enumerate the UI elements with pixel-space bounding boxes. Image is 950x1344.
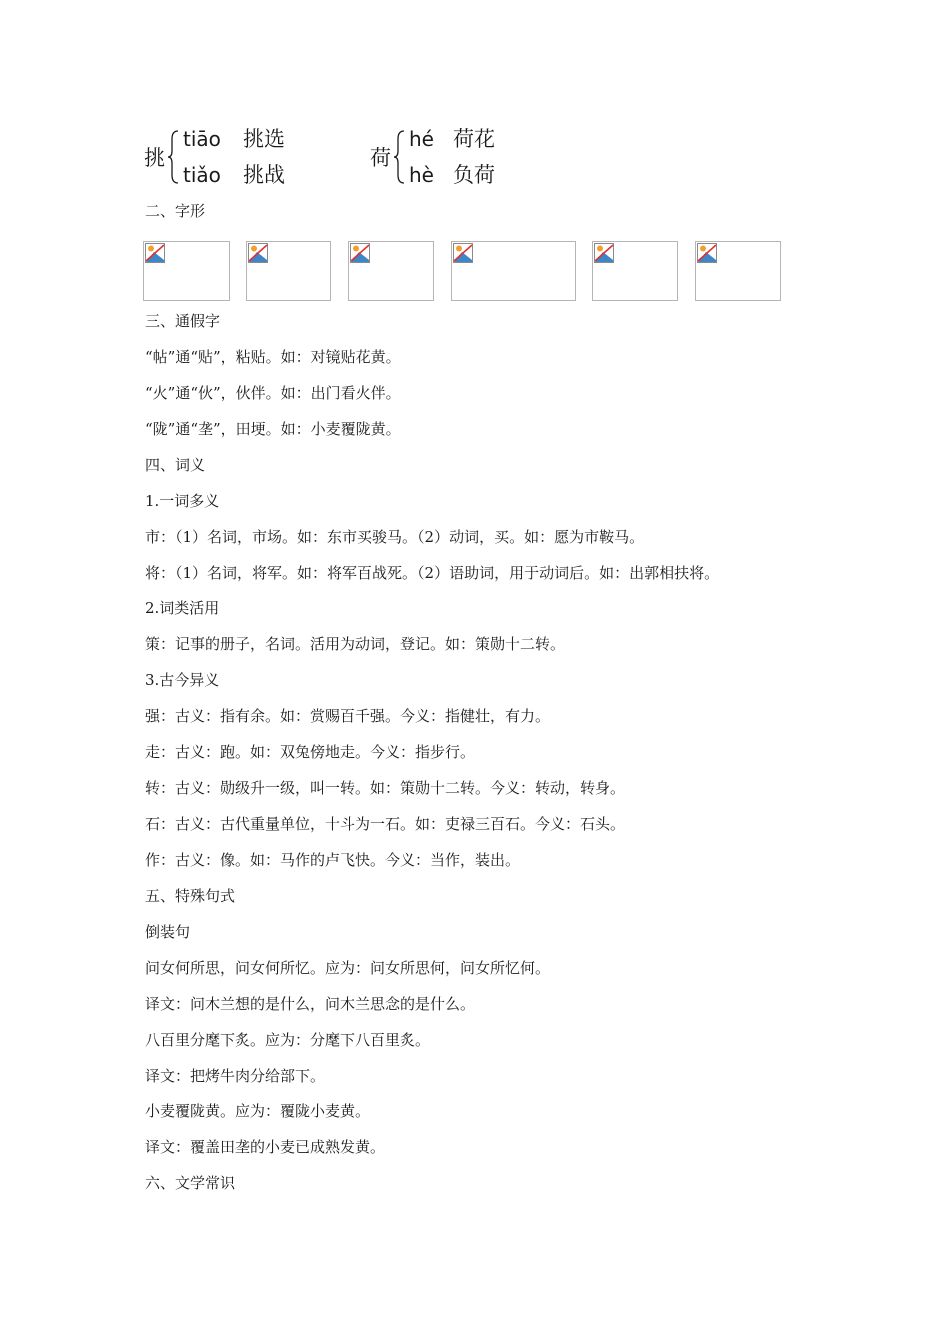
polyphonic-group xyxy=(144,122,285,192)
text-line: 问女何所思，问女何所忆。应为：问女所思何，问女所忆何。 xyxy=(145,959,551,977)
pinyin: hé xyxy=(409,127,434,151)
polyphonic-group xyxy=(370,122,495,192)
broken-image-icon xyxy=(350,243,370,263)
subsection-heading: 3.古今异义 xyxy=(145,671,220,689)
reading-row xyxy=(183,160,285,190)
glyph-image xyxy=(592,241,678,301)
brace-icon xyxy=(393,129,405,185)
reading-row xyxy=(409,160,495,190)
example-word: 挑选 xyxy=(243,127,285,151)
subsection-heading: 2.词类活用 xyxy=(145,599,220,617)
text-line: “火”通“伙”，伙伴。如：出门看火伴。 xyxy=(145,384,401,402)
glyph-image xyxy=(695,241,781,301)
broken-image-icon xyxy=(697,243,717,263)
text-line: 译文：把烤牛肉分给部下。 xyxy=(145,1067,326,1085)
polyphonic-char: 荷 xyxy=(370,146,391,170)
subsection-heading: 1.一词多义 xyxy=(145,492,220,510)
text-line: “陇”通“垄”，田埂。如：小麦覆陇黄。 xyxy=(145,420,401,438)
section-heading: 六、文学常识 xyxy=(145,1174,236,1192)
example-word: 挑战 xyxy=(243,163,285,187)
pinyin: hè xyxy=(409,163,434,187)
text-line: “帖”通“贴”，粘贴。如：对镜贴花黄。 xyxy=(145,348,401,366)
reading-row xyxy=(409,124,495,154)
section-heading: 二、字形 xyxy=(145,202,206,220)
glyph-image xyxy=(348,241,434,301)
brace-icon xyxy=(167,129,179,185)
text-line: 转：古义：勋级升一级，叫一转。如：策勋十二转。今义：转动，转身。 xyxy=(145,779,626,797)
broken-image-icon xyxy=(248,243,268,263)
text-line: 走：古义：跑。如：双兔傍地走。今义：指步行。 xyxy=(145,743,476,761)
glyph-image xyxy=(451,241,576,301)
text-line: 强：古义：指有余。如：赏赐百千强。今义：指健壮，有力。 xyxy=(145,707,551,725)
subsection-heading: 倒装句 xyxy=(145,923,191,941)
section-heading: 三、通假字 xyxy=(145,312,221,330)
text-line: 八百里分麾下炙。应为：分麾下八百里炙。 xyxy=(145,1031,431,1049)
text-line: 译文：问木兰想的是什么，问木兰思念的是什么。 xyxy=(145,995,476,1013)
reading-row xyxy=(183,124,285,154)
broken-image-icon xyxy=(453,243,473,263)
text-line: 作：古义：像。如：马作的卢飞快。今义：当作，装出。 xyxy=(145,851,521,869)
pinyin: tiāo xyxy=(183,127,221,151)
text-line: 将：（1）名词，将军。如：将军百战死。（2）语助词，用于动词后。如：出郭相扶将。 xyxy=(145,564,720,582)
polyphonic-char: 挑 xyxy=(144,146,165,170)
text-line: 市：（1）名词，市场。如：东市买骏马。（2）动词，买。如：愿为市鞍马。 xyxy=(145,528,645,546)
example-word: 负荷 xyxy=(453,163,495,187)
broken-image-icon xyxy=(594,243,614,263)
text-line: 小麦覆陇黄。应为：覆陇小麦黄。 xyxy=(145,1102,371,1120)
section-heading: 四、词义 xyxy=(145,456,206,474)
example-word: 荷花 xyxy=(453,127,495,151)
pinyin: tiǎo xyxy=(183,163,221,187)
text-line: 译文：覆盖田垄的小麦已成熟发黄。 xyxy=(145,1138,386,1156)
section-heading: 五、特殊句式 xyxy=(145,887,236,905)
text-line: 策：记事的册子，名词。活用为动词，登记。如：策勋十二转。 xyxy=(145,635,566,653)
text-line: 石：古义：古代重量单位，十斗为一石。如：吏禄三百石。今义：石头。 xyxy=(145,815,626,833)
broken-image-icon xyxy=(145,243,165,263)
glyph-image xyxy=(246,241,331,301)
glyph-image xyxy=(143,241,230,301)
